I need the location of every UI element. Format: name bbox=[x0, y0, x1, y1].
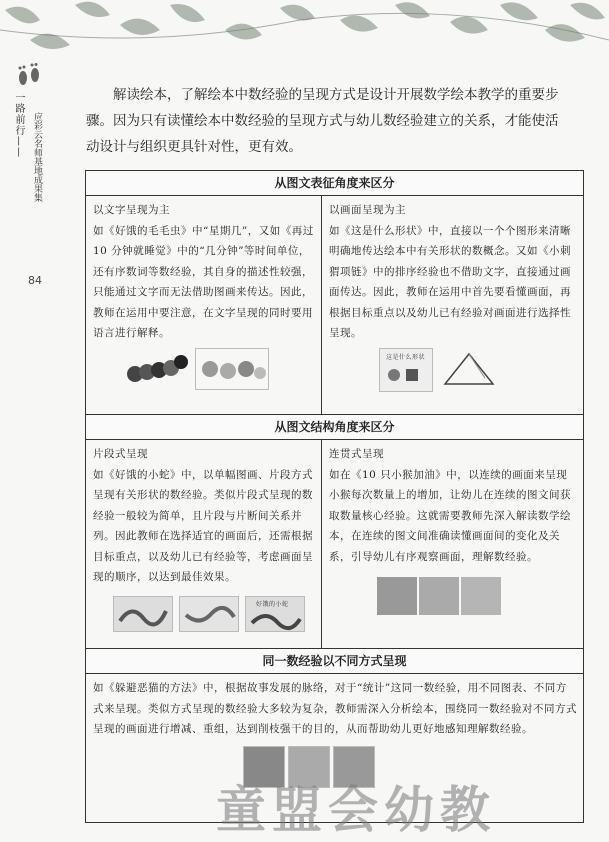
caterpillar-illustration bbox=[123, 348, 189, 388]
table-cell bbox=[86, 196, 322, 415]
cell-title: 以文字呈现为主 bbox=[93, 204, 170, 216]
cell-body: 如在《10 只小猴加油》中，以连续的画面来呈现小猴每次数量上的增加，让幼儿在连续的图文间获取数量核心经验。这就需要教师先深入解读数学绘本，在连续的图文间准确读懂画面间的变化及关系，引导幼儿有序观察画面，理解数经验。 bbox=[329, 468, 571, 563]
table-cell bbox=[86, 440, 322, 649]
cell-title: 片段式呈现 bbox=[93, 448, 148, 460]
cell-title: 连贯式呈现 bbox=[329, 448, 384, 460]
snake-illustration bbox=[179, 596, 239, 632]
sidebar-subtitle: 应彩云名师基地成果集 bbox=[32, 112, 42, 202]
leaf-decoration bbox=[0, 0, 609, 80]
fruit-illustration bbox=[195, 348, 269, 390]
table-cell bbox=[322, 440, 584, 649]
cell-title: 以画面呈现为主 bbox=[329, 204, 406, 216]
footprints-icon bbox=[14, 62, 44, 90]
watermark: 童盟会幼教 bbox=[216, 781, 496, 839]
monkey-illustration bbox=[461, 577, 501, 615]
page-number: 84 bbox=[28, 274, 42, 287]
book-title-text: 这是什么形状 bbox=[386, 353, 426, 361]
shape-book-cover bbox=[379, 348, 433, 392]
book-title-text: 好饿的小蛇 bbox=[256, 600, 289, 608]
section-header: 从图文结构角度来区分 bbox=[86, 415, 584, 440]
table-cell bbox=[322, 196, 584, 415]
intro-paragraph: 解读绘本，了解绘本中数经验的呈现方式是设计开展数学绘本教学的重要步骤。因为只有读懂绘本中数经验的呈现方式与幼儿数经验建立的关系，才能使活动设计与组织更具针对性，更有效。 bbox=[86, 87, 559, 155]
monkey-illustration bbox=[377, 577, 417, 615]
cell-body: 如《好饿的小蛇》中，以单幅图画、片段方式呈现有关形状的数经验。类似片段式呈现的数经验一般较为简单，且片段与片断间关系并列。因此教师在选择适宜的画面后，还需根据目标重点，以及幼儿已有经验等，考虑画面呈现的顺序，以达到最佳效果。 bbox=[93, 468, 313, 583]
cell-body: 如《好饿的毛毛虫》中“星期几”，又如《再过 10 分钟就睡觉》中的“几分钟”等时间单位，还有序数词等数经验，其自身的描述性较强，只能通过文字而无法借助图画来传达。因此，教师在运用中要注意，在文字呈现的同时要用语言进行解释。 bbox=[93, 224, 314, 339]
snake-illustration bbox=[113, 596, 173, 632]
section-header: 从图文表征角度来区分 bbox=[86, 171, 584, 196]
triangle-illustration bbox=[439, 348, 499, 390]
cell-body: 如《躲避恶猫的方法》中，根据故事发展的脉络，对于“统计”这同一数经验，用不同图表、不同方式来呈现。类似方式呈现的数经验大多较为复杂，教师需深入分析绘本，围绕同一数经验对不同方式呈现的画面进行增减、重组，达到削枝强干的目的，从而帮助幼儿更好地感知理解数经验。 bbox=[93, 682, 577, 735]
content-table bbox=[85, 170, 584, 823]
cell-body: 如《这是什么形状》中，直接以一个个图形来清晰明确地传达绘本中有关形状的数概念。又如《小刺猬项链》中的排序经验也不借助文字，直接通过画面传达。因此，教师在运用中首先要看懂画面，再根据目标重点以及幼儿已有经验对画面进行选择性呈现。 bbox=[329, 224, 571, 339]
section-header: 同一数经验以不同方式呈现 bbox=[86, 649, 584, 674]
snake-illustration bbox=[245, 596, 305, 632]
monkey-illustration bbox=[419, 577, 459, 615]
sidebar-title: 一路前行—— bbox=[13, 92, 24, 158]
